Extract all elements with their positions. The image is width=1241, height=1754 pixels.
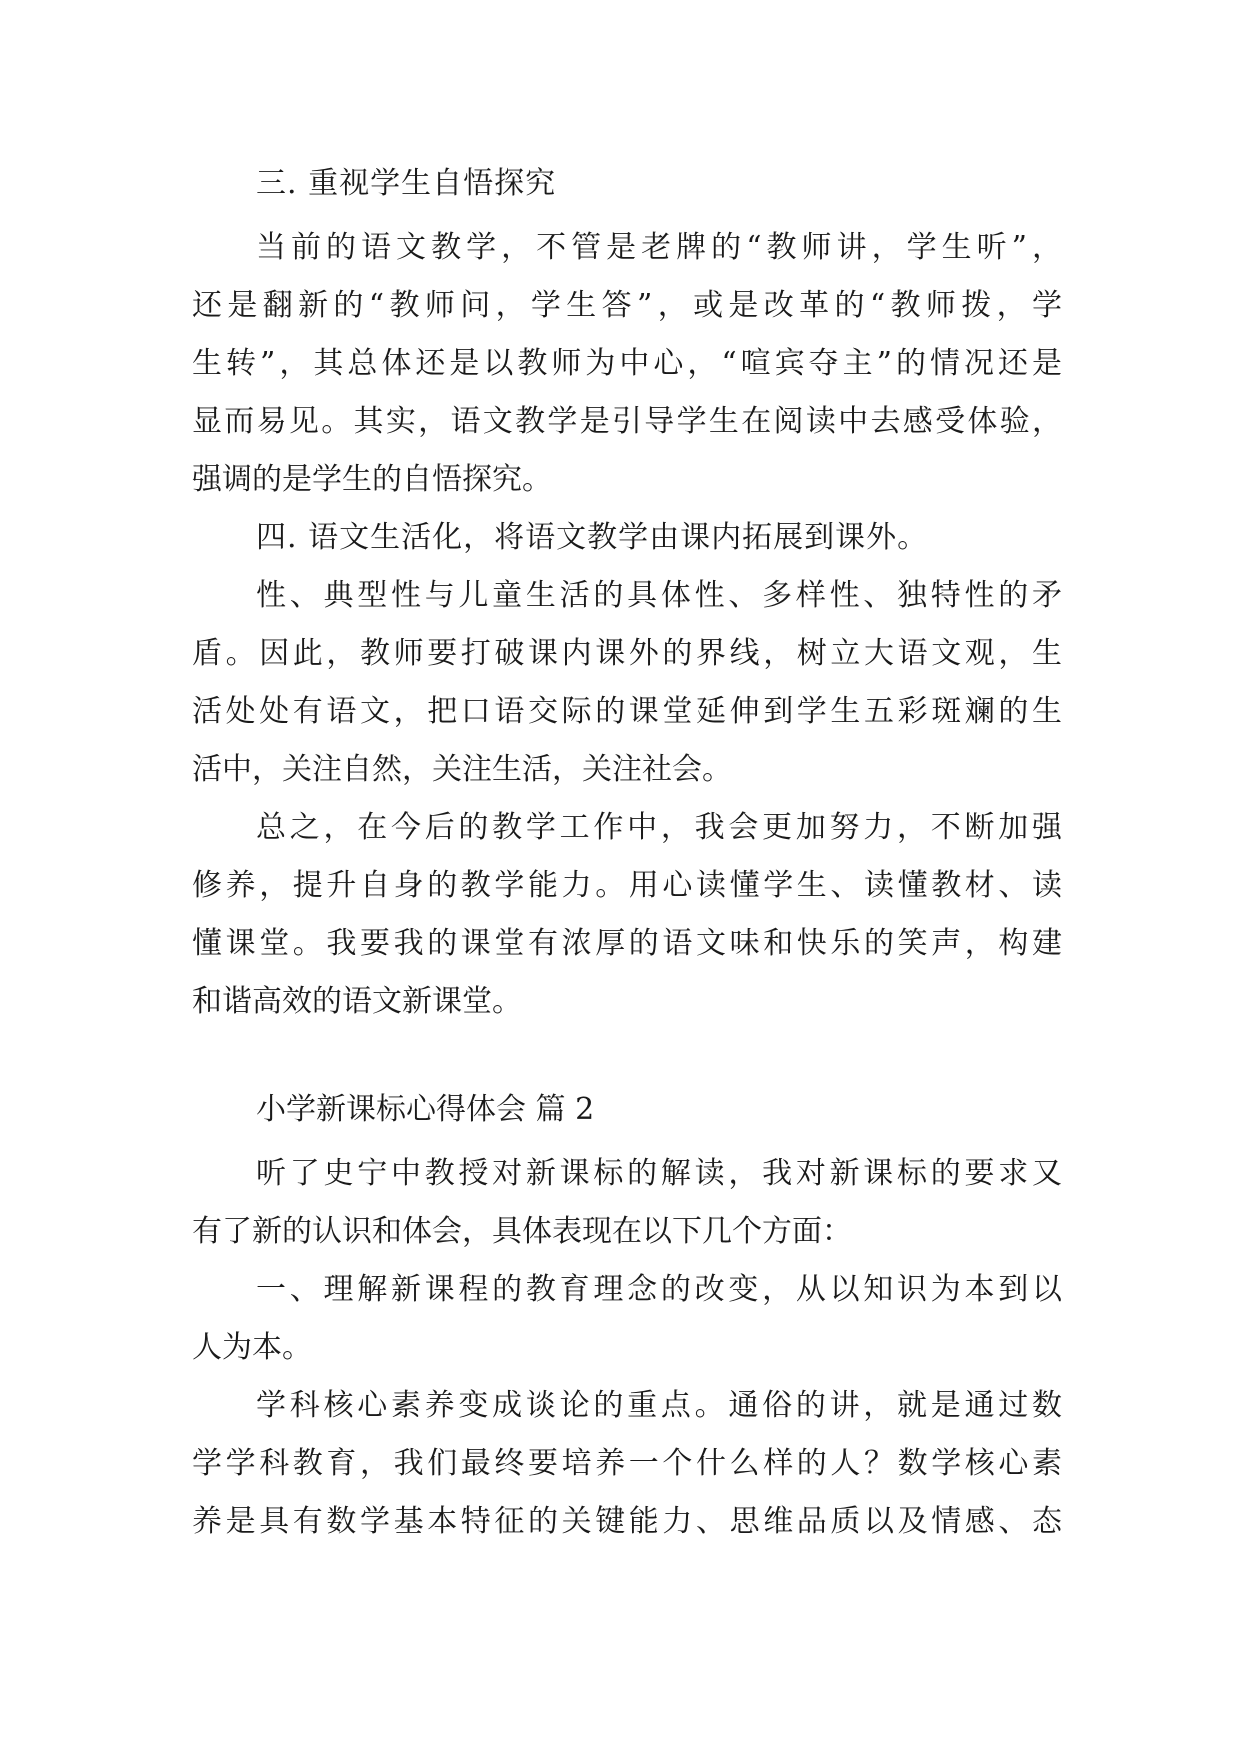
- paragraph-line: 生转”，其总体还是以教师为中心，“喧宾夺主”的情况还是: [192, 346, 1062, 381]
- article-title: 小学新课标心得体会 篇 2: [256, 1092, 595, 1127]
- paragraph-line: 听了史宁中教授对新课标的解读，我对新课标的要求又: [256, 1156, 1062, 1191]
- paragraph-line: 性、典型性与儿童生活的具体性、多样性、独特性的矛: [256, 578, 1062, 613]
- paragraph-line: 人为本。: [192, 1330, 312, 1365]
- paragraph-line: 养是具有数学基本特征的关键能力、思维品质以及情感、态: [192, 1504, 1062, 1539]
- section-heading-4: 四. 语文生活化，将语文教学由课内拓展到课外。: [256, 520, 929, 555]
- paragraph-line: 强调的是学生的自悟探究。: [192, 462, 552, 497]
- paragraph-line: 学科核心素养变成谈论的重点。通俗的讲，就是通过数: [256, 1388, 1062, 1423]
- paragraph-line: 还是翻新的“教师问，学生答”，或是改革的“教师拨，学: [192, 288, 1062, 323]
- paragraph-line: 活处处有语文，把口语交际的课堂延伸到学生五彩斑斓的生: [192, 694, 1062, 729]
- paragraph-line: 懂课堂。我要我的课堂有浓厚的语文味和快乐的笑声，构建: [192, 926, 1062, 961]
- paragraph-line: 和谐高效的语文新课堂。: [192, 984, 522, 1019]
- section-heading-3: 三. 重视学生自悟探究: [256, 166, 557, 201]
- paragraph-line: 一、理解新课程的教育理念的改变，从以知识为本到以: [256, 1272, 1062, 1307]
- paragraph-line: 总之，在今后的教学工作中，我会更加努力，不断加强: [256, 810, 1062, 845]
- paragraph-line: 有了新的认识和体会，具体表现在以下几个方面：: [192, 1214, 852, 1249]
- paragraph-line: 当前的语文教学，不管是老牌的“教师讲，学生听”，: [256, 230, 1062, 265]
- paragraph-line: 盾。因此，教师要打破课内课外的界线，树立大语文观，生: [192, 636, 1062, 671]
- paragraph-line: 修养，提升自身的教学能力。用心读懂学生、读懂教材、读: [192, 868, 1062, 903]
- paragraph-line: 学学科教育，我们最终要培养一个什么样的人？数学核心素: [192, 1446, 1062, 1481]
- paragraph-line: 显而易见。其实，语文教学是引导学生在阅读中去感受体验，: [192, 404, 1062, 439]
- paragraph-line: 活中，关注自然，关注生活，关注社会。: [192, 752, 732, 787]
